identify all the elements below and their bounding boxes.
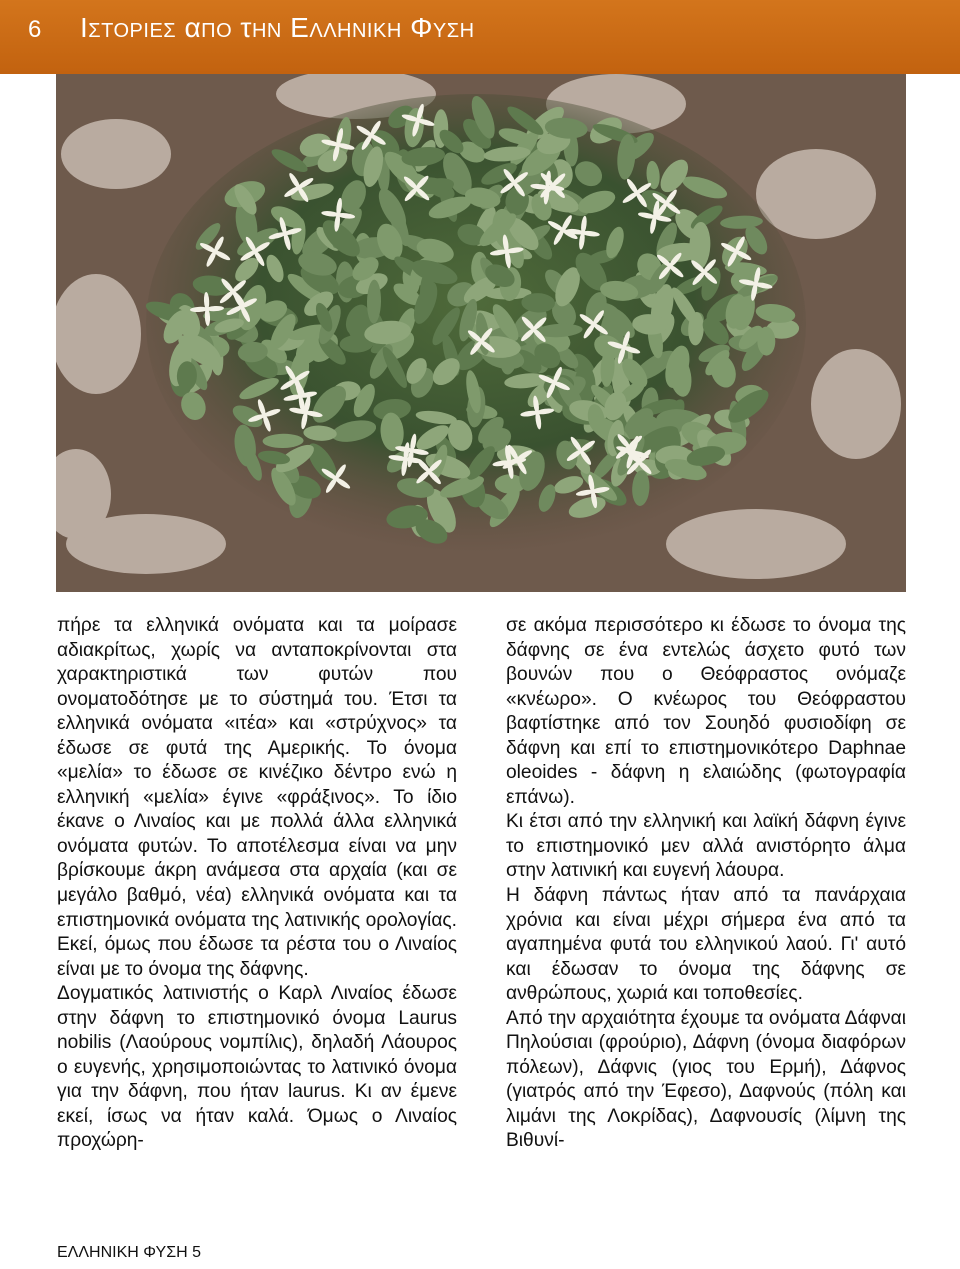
text-column-left — [57, 614, 457, 1154]
footer-magazine-issue: ΕΛΛΗΝΙΚΗ ΦΥΣΗ 5 — [57, 1244, 201, 1261]
text-column-right — [506, 614, 906, 1154]
daphne-oleoides-photo — [56, 74, 906, 592]
paragraph: σε ακόμα περισσότερο κι έδωσε το όνομα της δάφνης σε ένα εντελώς άσχετο φυτό των βουνών που ο Θεόφραστος ονόμαζε «κνέωρο». Ο κνέωρος του Θεόφραστου βαφτίστηκε από τον Σουηδό φυσιοδίφη σε δάφνη και επί το επιστημονικότερο Daphnae oleoides - δάφνη η ελαιώδης (φωτογραφία επάνω). — [506, 615, 906, 808]
page-number: 6 — [28, 16, 42, 43]
running-title: ΙΣΤΟΡΙΕΣ αΠΟ τΗΝ ΕΛΛΗΝΙΚΗ ΦΥΣΗ — [80, 12, 475, 43]
paragraph: Από την αρχαιότητα έχουμε τα ονόματα Δάφναι Πηλούσιαι (φρούριο), Δάφνη (όνομα διαφόρων πόλεων), Δάφνις (γιος του Ερμή), Δάφνος (γιατρός από την Έφεσο), Δαφνούς (πόλη και λιμάνι της Λοκρίδας), Δαφνουσίς (λίμνη της Βιθυνί- — [506, 1007, 906, 1152]
paragraph: Κι έτσι από την ελληνική και λαϊκή δάφνη έγινε το επιστημονικό μεν αλλά ανιστόρητο άλμα στην λατινική και ευγενή λάουρα. — [506, 811, 906, 882]
plant-photo — [56, 74, 906, 592]
paragraph: πήρε τα ελληνικά ονόματα και τα μοίρασε αδιακρίτως, χωρίς να ανταποκρίνονται στα χαρακτηριστικά των φυτών που ονοματοδότησε με το σύστημά του. Έτσι τα ελληνικά ονόματα «ιτέα» και «στρύχνος» τα έδωσε σε φυτά της Αμερικής. Το όνομα «μελία» το έδωσε σε κινέζικο δέντρο ενώ η ελληνική «μελία» έγινε «φράξινος». Το ίδιο έκανε ο Λιναίος και με πολλά άλλα ελληνικά ονόματα φυτών. Το αποτέλεσμα είναι να μην βρίσκουμε άκρη ανάμεσα στα αρχαία (και σε μεγάλο βαθμό, νέα) ελληνικά ονόματα και τα επιστημονικά ονόματα της λατινικής ορολογίας. Εκεί, όμως που έδωσε τα ρέστα του ο Λιναίος είναι με το όνομα της δάφνης. — [57, 615, 457, 980]
header-bar — [0, 0, 960, 74]
paragraph: Η δάφνη πάντως ήταν από τα πανάρχαια χρόνια και είναι μέχρι σήμερα ένα από τα αγαπημένα φυτά του ελληνικού λαού. Γι' αυτό και έδωσαν το όνομα της δάφνης σε ανθρώπους, χωριά και τοποθεσίες. — [506, 885, 906, 1005]
paragraph: Δογματικός λατινιστής ο Καρλ Λιναίος έδωσε στην δάφνη το επιστημονικό όνομα Laurus nobilis (Λαούρους νομπίλις), δηλαδή Λάουρος ο ευγενής, χρησιμοποιώντας το λατινικό όνομα για την δάφνη, που ήταν laurus. Κι αν έμενε εκεί, ίσως να ήταν καλά. Όμως ο Λιναίος προχώρη- — [57, 983, 457, 1152]
